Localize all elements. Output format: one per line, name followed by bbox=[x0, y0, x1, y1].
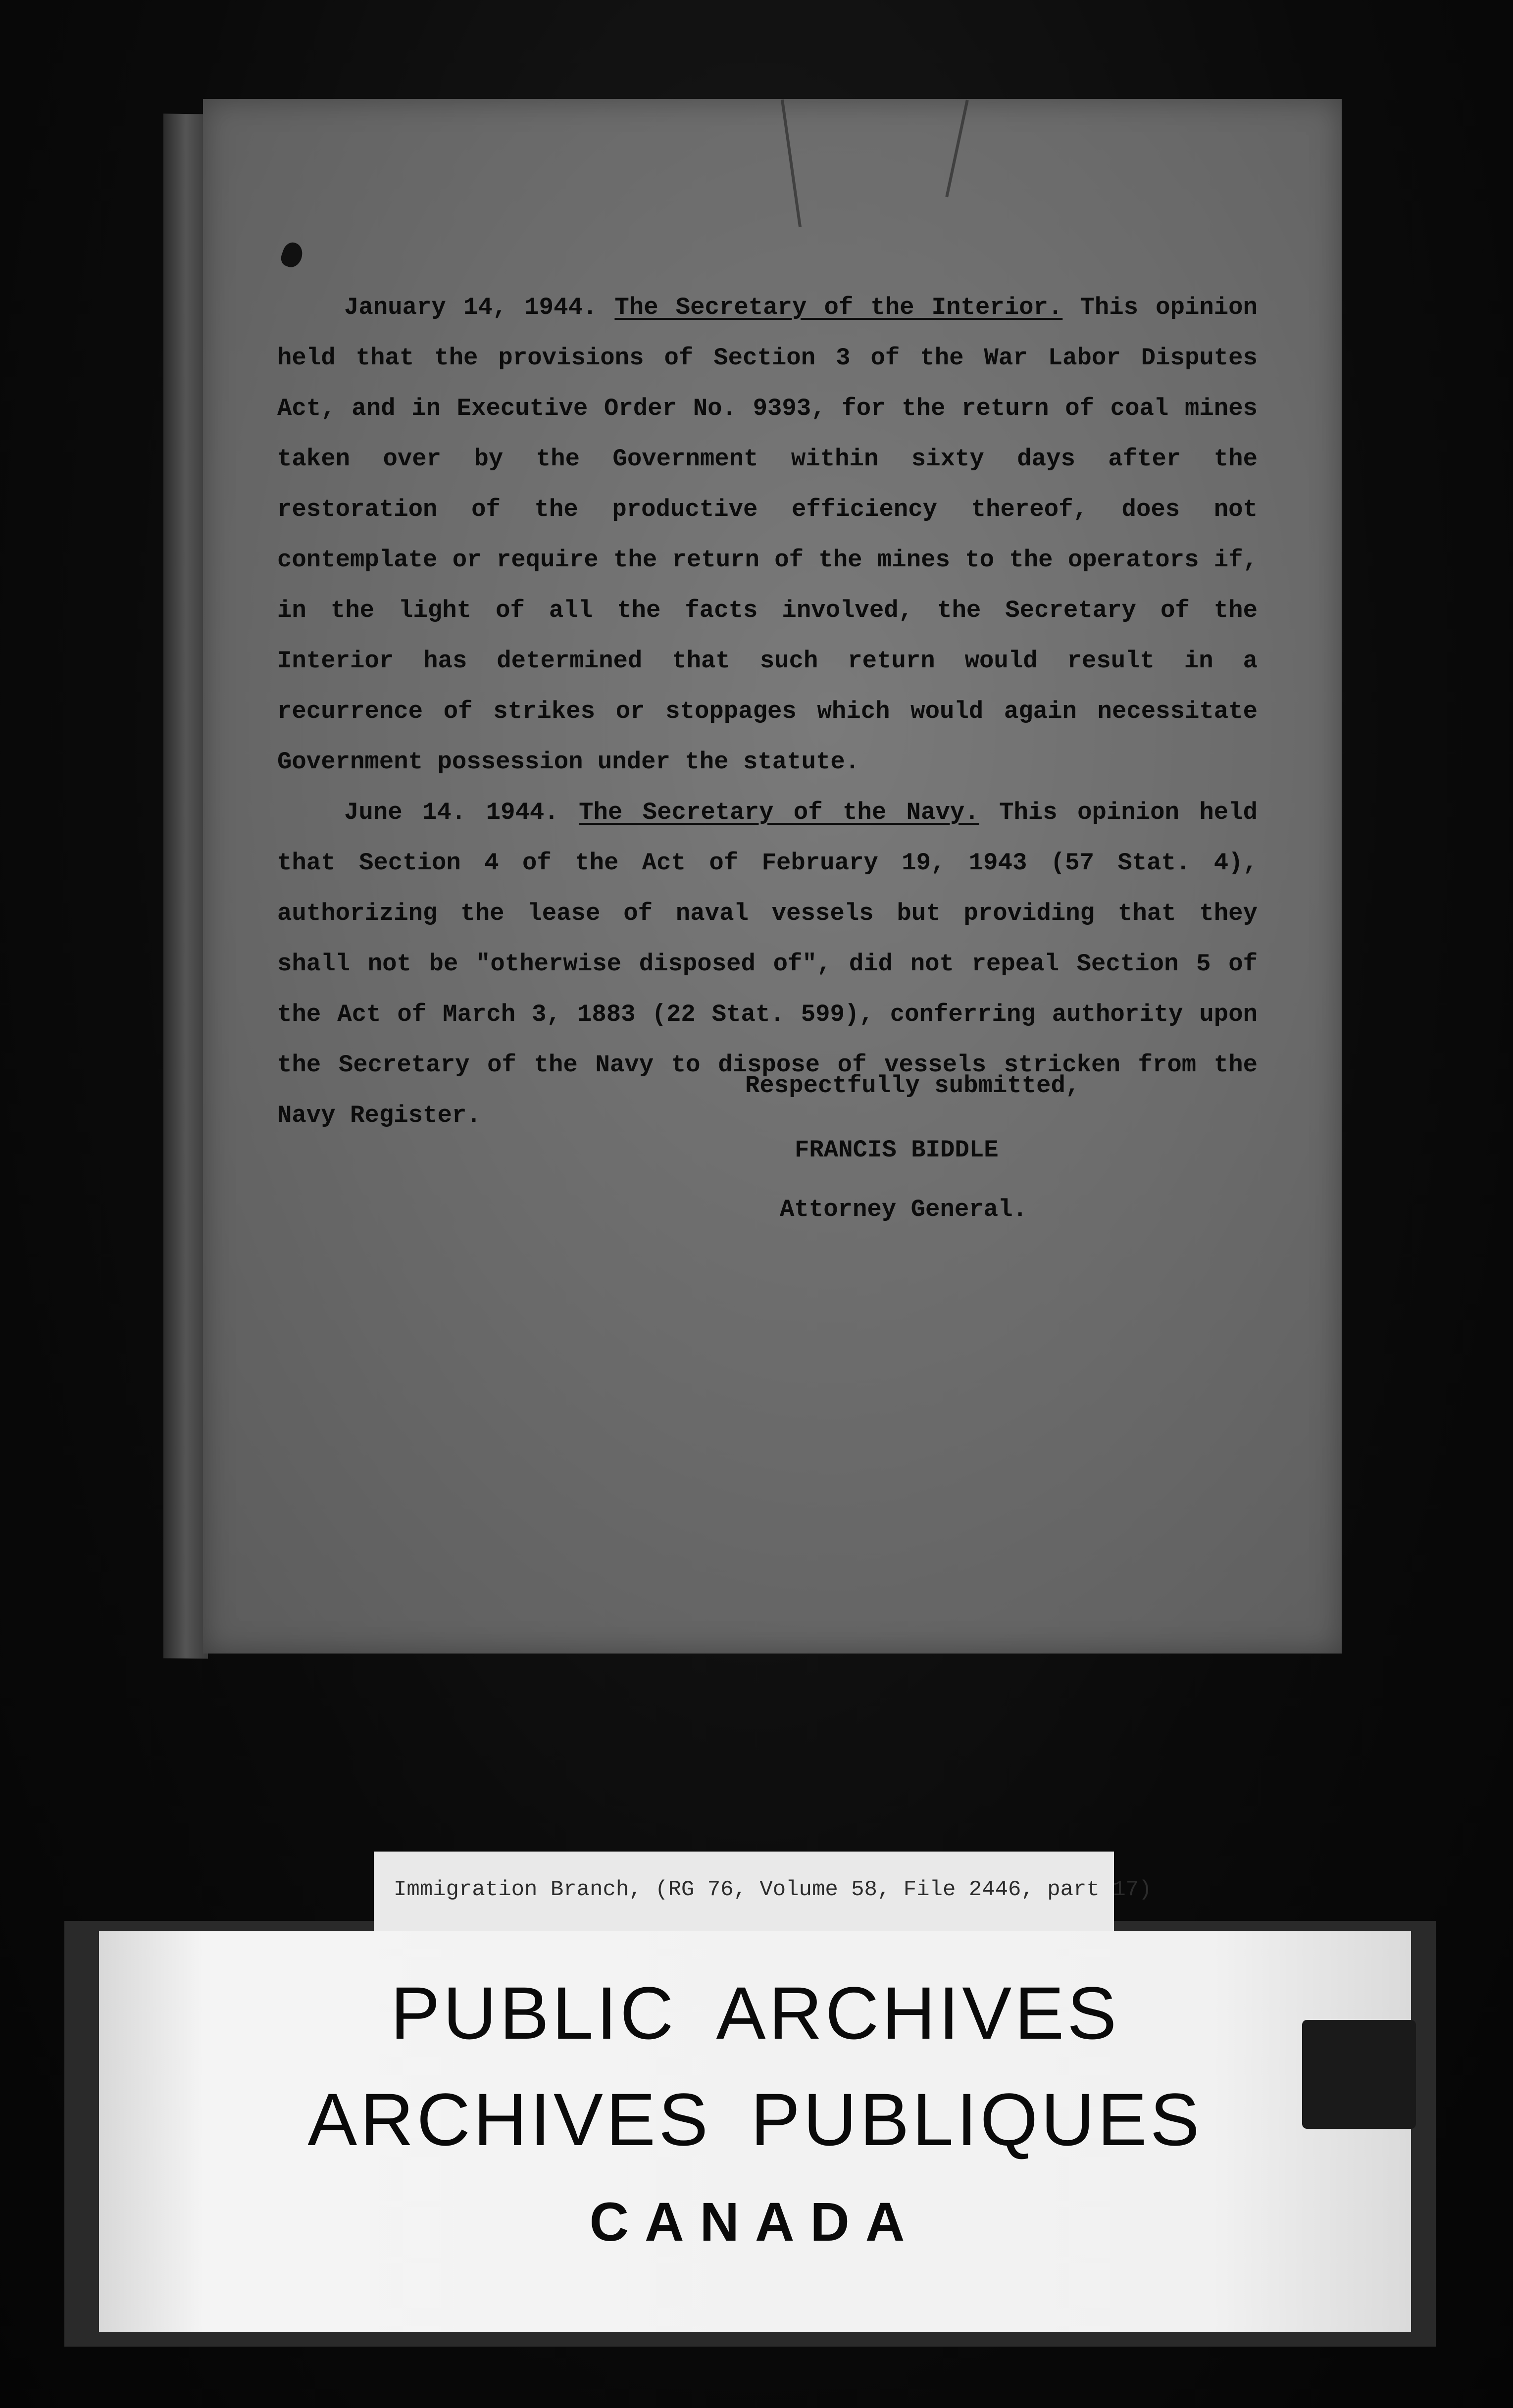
public-archives-card bbox=[99, 1931, 1411, 2332]
card-line-country: CANADA bbox=[589, 2192, 921, 2253]
card-word: PUBLIC bbox=[390, 1971, 677, 2055]
document-body bbox=[277, 282, 1258, 1141]
signatory-title: Attorney General. bbox=[780, 1196, 1027, 1223]
page-crease bbox=[781, 100, 802, 227]
page-edge-shadow bbox=[163, 114, 208, 1659]
page-crease bbox=[945, 100, 968, 198]
opinion-date: January 14, 1944. bbox=[344, 294, 598, 321]
archive-reference-label: Immigration Branch, (RG 76, Volume 58, File 2446, part 17) bbox=[374, 1852, 1114, 1948]
card-line-french bbox=[99, 2077, 1411, 2162]
opinion-text: This opinion held that the provisions of Section 3 of the War Labor Disputes Act, and in Executive Order No. 9393, for the return of coal mines taken over by the Government within sixty days after the restoration of the productive efficiency thereof, does not contemplate or require the return of the mines to the operators if, in the light of all the facts involved, the Secretary of the Interior has determined that such return would result in a recurrence of strikes or stoppages which would again necessitate Government possession under the statute. bbox=[277, 294, 1258, 776]
card-clip-mark bbox=[1302, 2020, 1416, 2129]
card-word: PUBLIQUES bbox=[751, 2078, 1203, 2161]
opinion-date: June 14. 1944. bbox=[344, 799, 559, 826]
opinion-subject: The Secretary of the Interior. bbox=[614, 294, 1063, 321]
signatory-name: FRANCIS BIDDLE bbox=[795, 1136, 999, 1164]
card-word: ARCHIVES bbox=[307, 2078, 711, 2161]
closing-phrase: Respectfully submitted, bbox=[745, 1072, 1080, 1100]
opinion-text: This opinion held that Section 4 of the Act of February 19, 1943 (57 Stat. 4), authorizing the lease of naval vessels but providing that they shall not be "otherwise disposed of", did not repeal Section 5 of the Act of March 3, 1883 (22 Stat. 599), conferring authority upon the Secretary of the Navy to dispose of vessels stricken from the Navy Register. bbox=[277, 799, 1258, 1129]
card-line-english bbox=[99, 1970, 1411, 2056]
opinion-paragraph-interior bbox=[277, 282, 1258, 787]
card-word: ARCHIVES bbox=[716, 1971, 1120, 2055]
opinion-subject: The Secretary of the Navy. bbox=[579, 799, 979, 826]
